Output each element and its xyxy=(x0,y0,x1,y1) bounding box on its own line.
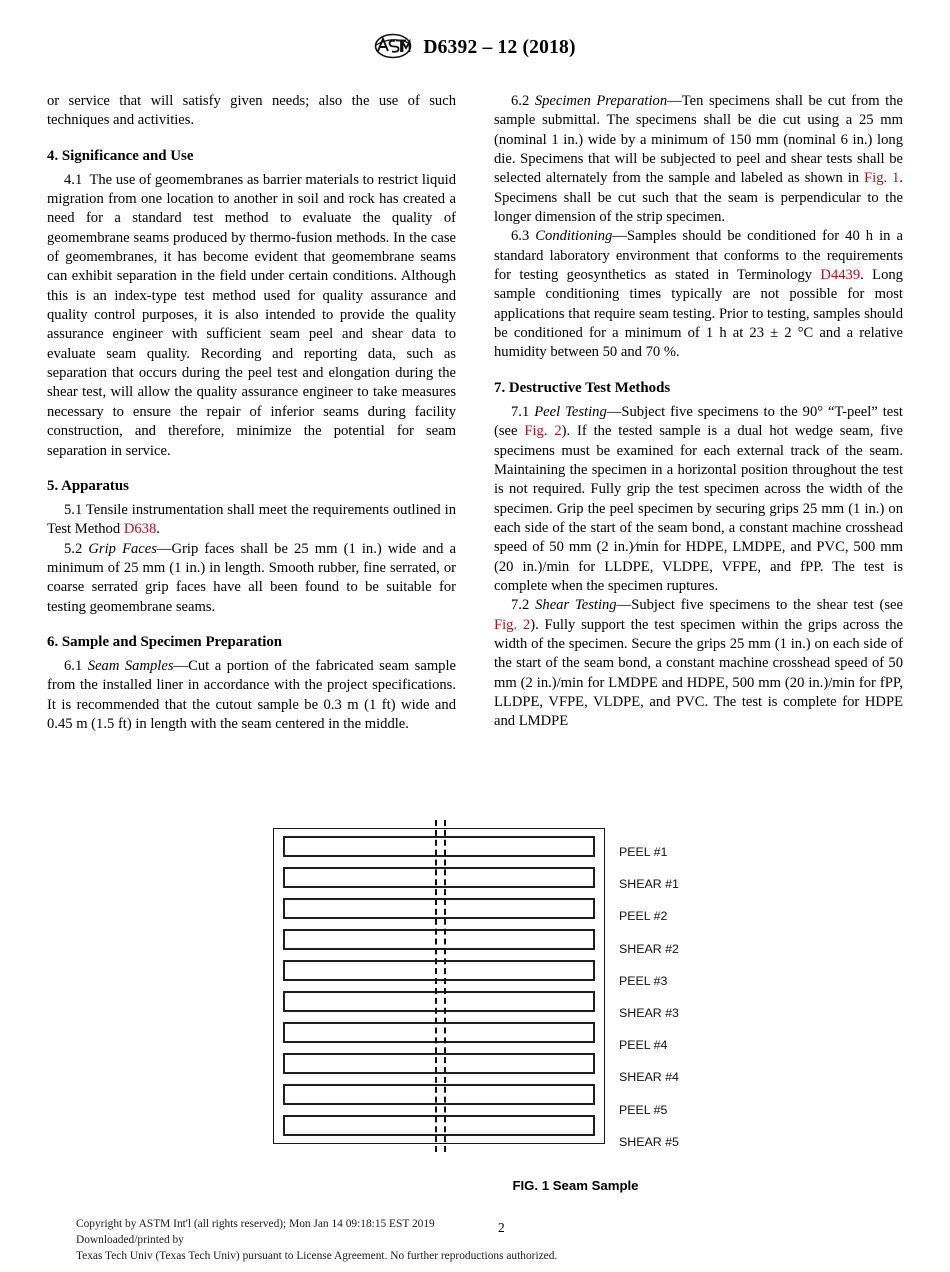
paragraph-6-3 xyxy=(494,227,903,362)
specimen-strip-list xyxy=(283,836,595,1136)
paragraph-text-5-2: —Grip faces shall be 25 mm (1 in.) wide and a minimum of 25 mm (1 in.) in length. Smooth rubber, fine serrated, or coarse serrated grip faces have all been found to be suitable for testing geomembrane seams. xyxy=(47,540,456,615)
continued-paragraph: or service that will satisfy given needs; also the use of such techniques and activities. xyxy=(47,93,456,129)
paragraph-text-6-2-before: —Ten specimens shall be cut from the sample submittal. The specimens shall be die cut using a 25 mm (nominal 1 in.) wide by a minimum of 150 mm (nominal 6 in.) long die. Specimens that will be subjected to peel and shear tests shall be selected alternately from the sample and labeled as shown in xyxy=(494,93,903,187)
paragraph-text-5-1-after: . xyxy=(156,521,160,538)
specimen-label: SHEAR #4 xyxy=(619,1070,679,1085)
paragraph-6-1 xyxy=(47,657,456,734)
paragraph-text-7-2-after: ). Fully support the test specimen within the grips across the width of the specimen. Secure the grips 25 mm (1 in.) on each side of the start of the seam bond, a constant machine crosshead speed of 50 mm (2 in.)/min for LMDPE and HDPE, 500 mm (20 in.)/min for fPP, LLDPE, VFPE, VLDPE, and PVC. The test is complete for HDPE and LMDPE xyxy=(494,616,903,730)
specimen-label: SHEAR #2 xyxy=(619,941,679,956)
specimen-strip xyxy=(283,898,595,919)
paragraph-5-2 xyxy=(47,540,456,617)
paragraph-number-5-1: 5.1 xyxy=(64,501,83,518)
specimen-strip xyxy=(283,1084,595,1105)
paragraph-number-6-3: 6.3 xyxy=(511,228,530,245)
paragraph-text-5-1: Tensile instrumentation shall meet the requirements outlined in Test Method xyxy=(47,501,456,538)
astm-logo-icon xyxy=(374,33,414,64)
reference-link-d4439[interactable]: D4439 xyxy=(820,267,861,284)
specimen-strip xyxy=(283,867,595,888)
paragraph-5-1 xyxy=(47,501,456,540)
seam-dashed-line-right xyxy=(444,820,446,1152)
paragraph-text-4-1: The use of geomembranes as barrier materials to restrict liquid migration from one location to another in soil and rock has created a need for a standard test method to evaluate the quality of geomembrane seams produced by thermo-fusion methods. In the case of geomembranes, it has become evident that geomembrane seams can exhibit separation in the field under certain conditions. Although this is an index-type test method used for quality assurance and quality control purposes, it is also intended to provide the quality assurance engineer with sufficient seam peel and shear data to evaluate seam quality. Recording and reporting data, such as separation that occurs during the peel test and elongation during the shear test, will allow the quality assurance engineer to take measures necessary to ensure the repair of inferior seams during facility construction, and therefore, minimize the potential for seam separation in service. xyxy=(47,171,456,459)
document-designation: D6392 – 12 (2018) xyxy=(423,37,576,58)
paragraph-number-4-1: 4.1 xyxy=(64,171,83,188)
paragraph-text-6-3-after: . Long sample conditioning times typically are not possible for most applications that require seam testing. Prior to testing, samples should be conditioned for a minimum of 1 h at 23 ± 2 °C and a relative humidity between 50 and 70 %. xyxy=(494,267,903,361)
body-columns xyxy=(47,92,903,734)
specimen-strip xyxy=(283,929,595,950)
term-seam-samples: Seam Samples xyxy=(87,657,174,674)
specimen-label: SHEAR #3 xyxy=(619,1005,679,1020)
specimen-label: SHEAR #5 xyxy=(619,1134,679,1149)
paragraph-6-2 xyxy=(494,92,903,227)
reference-link-fig-2-peel[interactable]: Fig. 2 xyxy=(524,423,562,440)
specimen-strip xyxy=(283,960,595,981)
left-column xyxy=(47,92,456,734)
section-heading-5: 5. Apparatus xyxy=(47,477,129,494)
seam-dashed-line-left xyxy=(435,820,437,1152)
seam-sample-diagram xyxy=(273,828,605,1144)
footer-copyright-line: Copyright by ASTM Int'l (all rights reserved); Mon Jan 14 09:18:15 EST 2019 xyxy=(76,1218,435,1230)
term-grip-faces: Grip Faces xyxy=(88,540,157,557)
footer-license-line: Texas Tech Univ (Texas Tech Univ) pursuant to License Agreement. No further reproductions authorized. xyxy=(76,1250,558,1263)
paragraph-text-6-2-after: . Specimens shall be cut such that the seam is perpendicular to the longer dimension of the strip specimen. xyxy=(494,170,904,226)
page-footer xyxy=(76,1216,876,1265)
reference-link-d638[interactable]: D638 xyxy=(123,521,157,538)
footer-downloaded-line: Downloaded/printed by xyxy=(76,1234,184,1247)
paragraph-number-7-2: 7.2 xyxy=(511,597,530,614)
specimen-strip xyxy=(283,1053,595,1074)
paragraph-number-6-1: 6.1 xyxy=(64,657,83,674)
specimen-label: PEEL #2 xyxy=(619,909,668,924)
specimen-label: PEEL #3 xyxy=(619,973,668,988)
term-peel-testing: Peel Testing xyxy=(534,403,607,420)
specimen-strip xyxy=(283,1022,595,1043)
paragraph-7-1 xyxy=(494,403,903,596)
page-header xyxy=(0,0,950,58)
reference-link-fig-2-shear[interactable]: Fig. 2 xyxy=(494,616,531,633)
section-heading-6: 6. Sample and Specimen Preparation xyxy=(47,633,283,650)
paragraph-number-5-2: 5.2 xyxy=(64,540,83,557)
paragraph-text-7-1-after: ). If the tested sample is a dual hot wedge seam, five specimens must be examined for each external track of the seam. Maintaining the specimen in a horizontal position throughout the test is not required. Fully grip the test specimen across the width of the specimen. Grip the peel specimen by securing grips 25 mm (1 in.) on each side of the start of the seam bond, a constant machine crosshead speed of 50 mm (2 in.)⁄min for HDPE, LMDPE, and PVC, 500 mm (20 in.)/min for LLDPE, VLDPE, VFPE, and fPP. The test is complete when the specimen ruptures. xyxy=(494,423,903,594)
figure-1 xyxy=(0,828,950,1193)
paragraph-text-6-1: —Cut a portion of the fabricated seam sample from the installed liner in accordance with the project specifications. It is recommended that the cutout sample be 0.3 m (1 ft) wide and 0.45 m (1.5 ft) in length with the seam centered in the middle. xyxy=(47,657,457,732)
specimen-strip xyxy=(283,1115,595,1136)
specimen-label-list xyxy=(619,846,759,1168)
specimen-label: PEEL #4 xyxy=(619,1038,668,1053)
term-specimen-preparation: Specimen Preparation xyxy=(534,93,668,109)
paragraph-text-7-2-before: —Subject five specimens to the shear test (see xyxy=(616,597,903,614)
specimen-label: PEEL #1 xyxy=(619,845,668,859)
term-conditioning: Conditioning xyxy=(535,228,613,245)
right-column xyxy=(494,92,903,734)
paragraph-4-1 xyxy=(47,171,456,461)
paragraph-text-7-1-before: —Subject five specimens to the 90° “T-peel” test (see xyxy=(494,403,903,440)
section-heading-4: 4. Significance and Use xyxy=(47,147,194,164)
page-number: 2 xyxy=(498,1220,505,1235)
term-shear-testing: Shear Testing xyxy=(535,597,617,614)
paragraph-7-2 xyxy=(494,596,903,731)
reference-link-fig-1[interactable]: Fig. 1 xyxy=(864,170,900,187)
section-heading-7: 7. Destructive Test Methods xyxy=(494,379,671,396)
specimen-strip xyxy=(283,836,595,857)
paragraph-text-6-3-before: —Samples should be conditioned for 40 h in a standard laboratory environment that conforms to the requirements for testing geosynthetics as stated in Terminology xyxy=(494,228,903,284)
specimen-label: SHEAR #1 xyxy=(619,877,679,892)
paragraph-number-7-1: 7.1 xyxy=(511,403,530,420)
specimen-strip xyxy=(283,991,595,1012)
paragraph-number-6-2: 6.2 xyxy=(511,93,530,109)
specimen-label: PEEL #5 xyxy=(619,1102,668,1117)
figure-caption: FIG. 1 Seam Sample xyxy=(512,1178,639,1193)
